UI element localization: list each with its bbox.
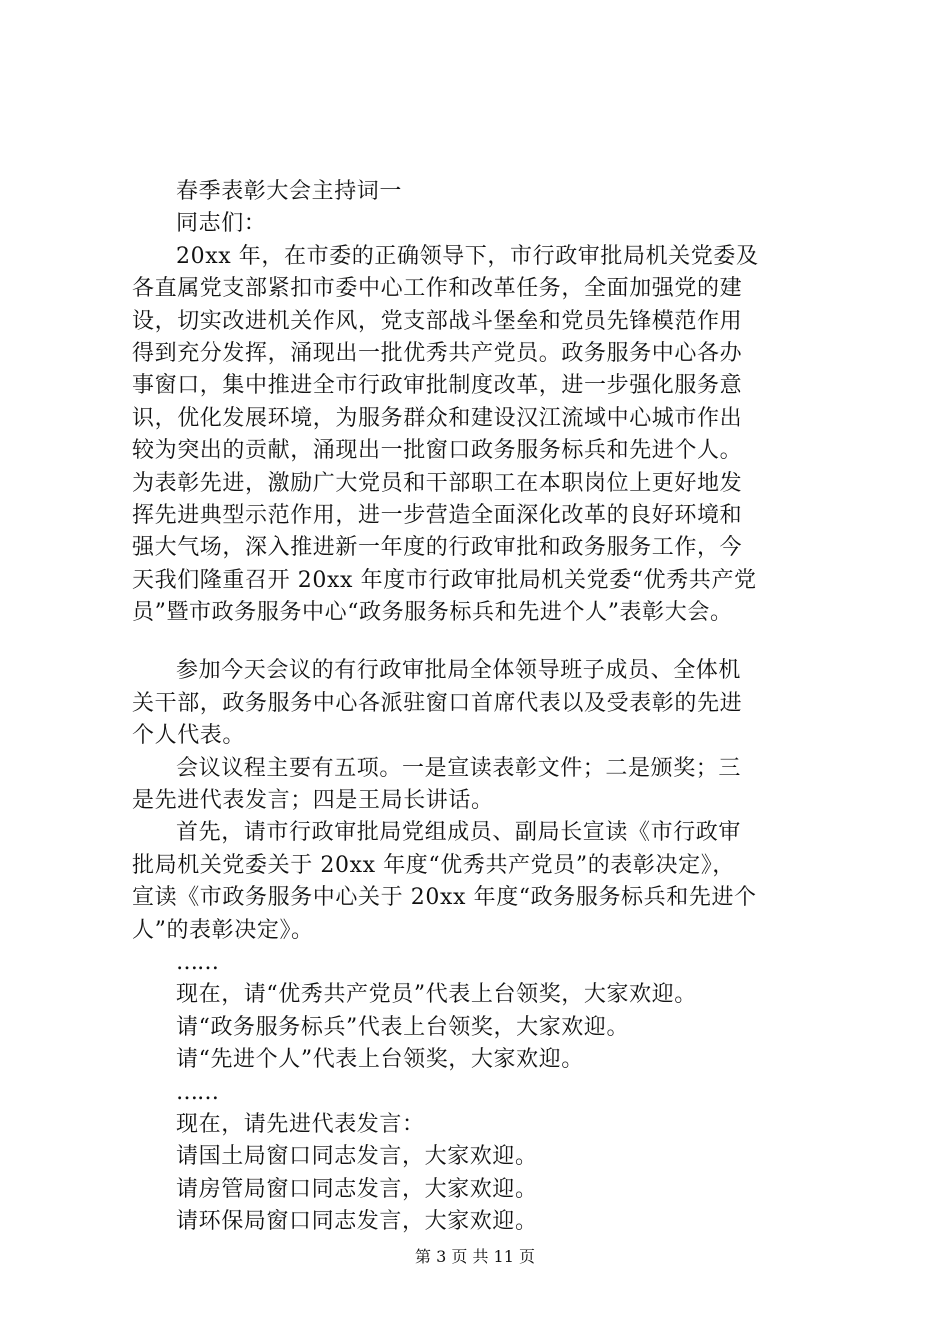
paragraph-line: 强大气场，深入推进新一年度的行政审批和政务服务工作，今 [132, 535, 743, 561]
salutation: 同志们： [176, 211, 267, 237]
paragraph-spacer [132, 629, 852, 655]
paragraph-line: 设，切实改进机关作风，党支部战斗堡垒和党员先锋模范作用 [132, 308, 743, 334]
paragraph-agenda [132, 753, 852, 818]
paragraph-line: 20xx 年，在市委的正确领导下，市行政审批局机关党委及 [176, 243, 759, 269]
paragraph-line: 首先，请市行政审批局党组成员、副局长宣读《市行政审 [176, 820, 742, 846]
page-footer: 第 3 页 共 11 页 [415, 1247, 535, 1266]
paragraph-line: 参加今天会议的有行政审批局全体领导班子成员、全体机 [176, 658, 742, 684]
paragraph-line: 员”暨市政务服务中心“政务服务标兵和先进个人”表彰大会。 [132, 600, 733, 626]
paragraph-line: 较为突出的贡献，涌现出一批窗口政务服务标兵和先进个人。 [132, 438, 743, 464]
paragraph-line: 识，优化发展环境，为服务群众和建设汉江流域中心城市作出 [132, 405, 743, 431]
paragraph-line: 人”的表彰决定》。 [132, 917, 314, 943]
paragraph-line: 宣读《市政务服务中心关于 20xx 年度“政务服务标兵和先进个 [132, 885, 757, 911]
ellipsis: …… [176, 1079, 218, 1105]
paragraph-announcement [132, 817, 852, 947]
paragraph-line: 是先进代表发言；四是王局长讲话。 [132, 788, 494, 814]
paragraph-line: 个人代表。 [132, 723, 246, 749]
paragraph-intro [132, 241, 852, 630]
paragraph-line: 会议议程主要有五项。一是宣读表彰文件；二是颁奖；三 [176, 755, 742, 781]
paragraph-line: 批局机关党委关于 20xx 年度“优秀共产党员”的表彰决定》， [132, 852, 735, 878]
award-line: 请“政务服务标兵”代表上台领奖，大家欢迎。 [176, 1014, 630, 1040]
document-title: 春季表彰大会主持词一 [176, 179, 403, 204]
award-line: 现在，请“优秀共产党员”代表上台领奖，大家欢迎。 [176, 982, 697, 1008]
paragraph-line: 挥先进典型示范作用，进一步营造全面深化改革的良好环境和 [132, 502, 743, 528]
ellipsis: …… [176, 949, 218, 975]
speech-line: 现在，请先进代表发言： [176, 1111, 425, 1137]
paragraph-line: 天我们隆重召开 20xx 年度市行政审批局机关党委“优秀共产党 [132, 567, 757, 593]
paragraph-attendees [132, 655, 852, 752]
speeches-list [132, 1109, 852, 1239]
paragraph-line: 为表彰先进，激励广大党员和干部职工在本职岗位上更好地发 [132, 470, 743, 496]
paragraph-line: 得到充分发挥，涌现出一批优秀共产党员。政务服务中心各办 [132, 340, 743, 366]
paragraph-line: 事窗口，集中推进全市行政审批制度改革，进一步强化服务意 [132, 373, 743, 399]
paragraph-line: 关干部，政务服务中心各派驻窗口首席代表以及受表彰的先进 [132, 690, 743, 716]
speech-line: 请国土局窗口同志发言，大家欢迎。 [176, 1144, 538, 1170]
award-line: 请“先进个人”代表上台领奖，大家欢迎。 [176, 1047, 584, 1073]
speech-line: 请房管局窗口同志发言，大家欢迎。 [176, 1176, 538, 1202]
speech-line: 请环保局窗口同志发言，大家欢迎。 [176, 1209, 538, 1235]
paragraph-line: 各直属党支部紧扣市委中心工作和改革任务，全面加强党的建 [132, 276, 743, 302]
awards-list [132, 979, 852, 1076]
document-body [132, 176, 852, 1239]
